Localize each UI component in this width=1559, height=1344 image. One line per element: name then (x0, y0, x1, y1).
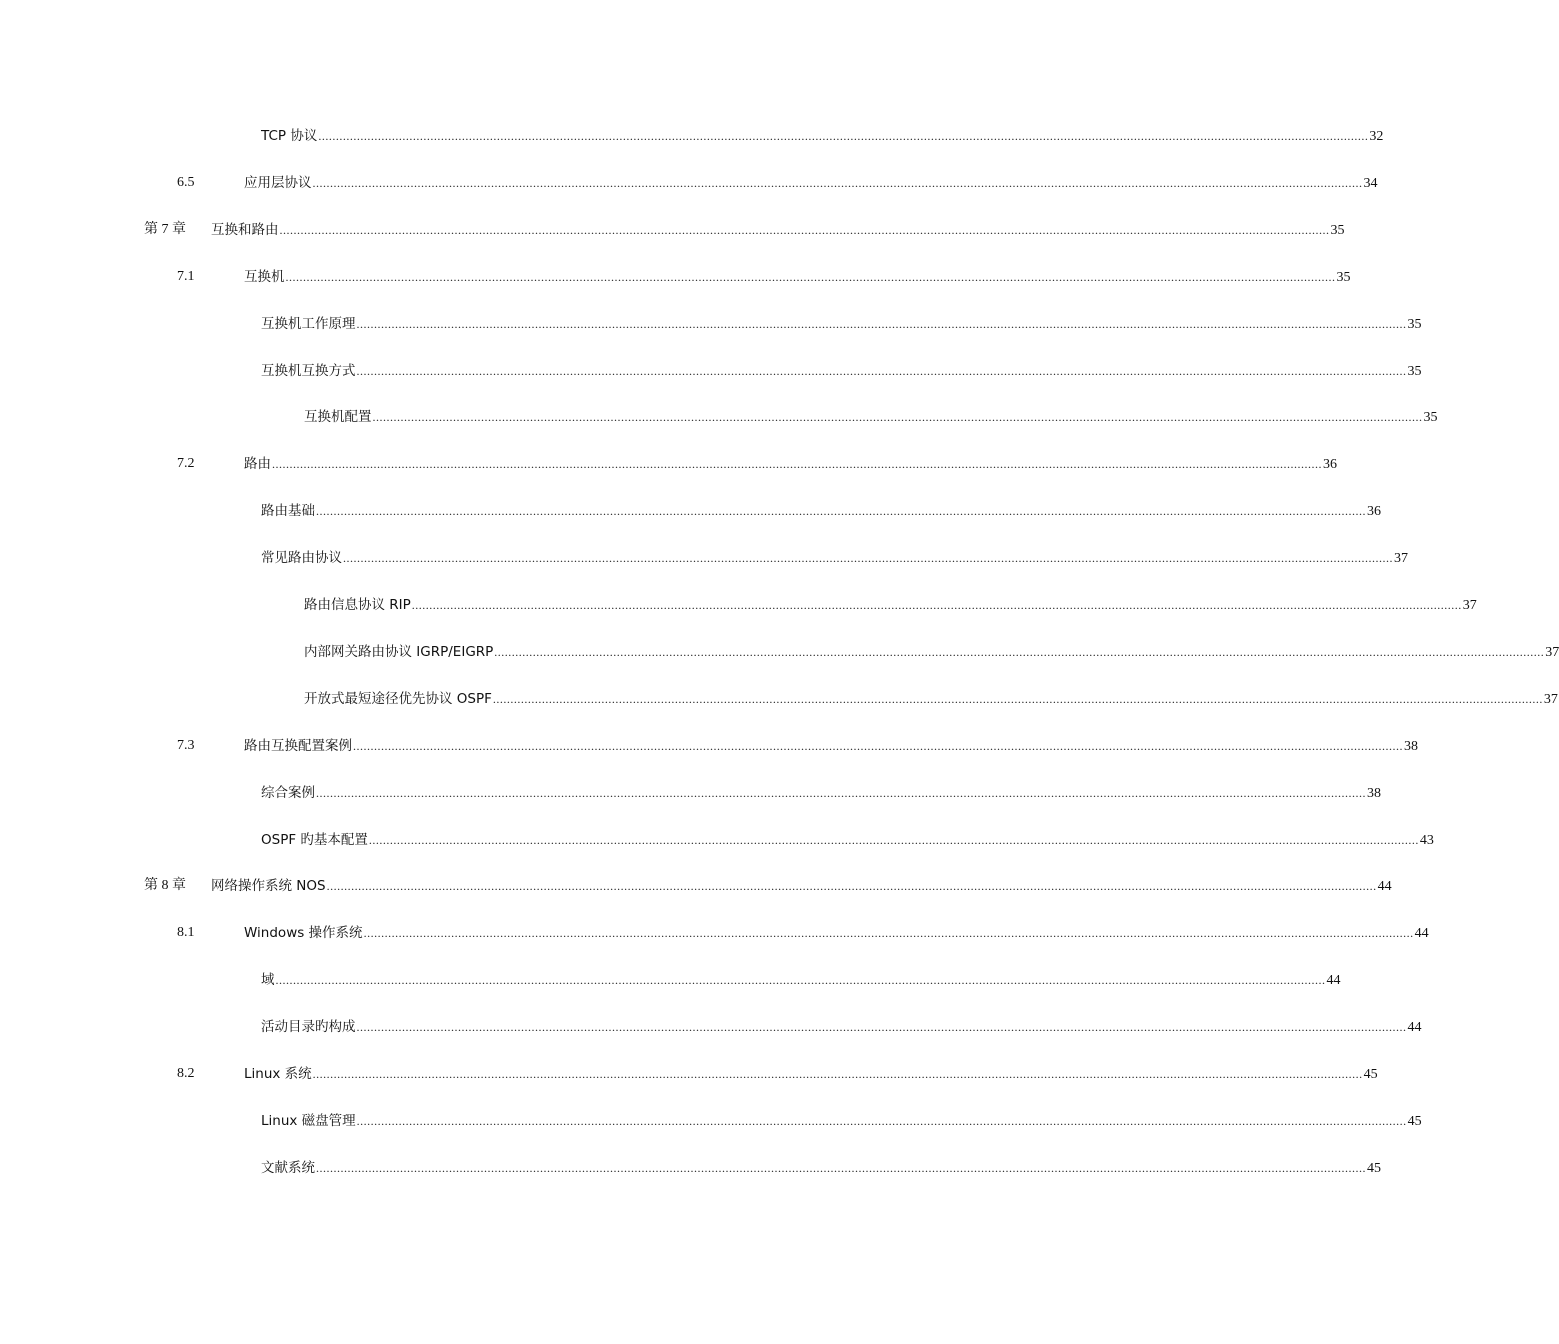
toc-entry-title: 路由基础 (261, 503, 315, 520)
toc-entry-line (261, 125, 1384, 148)
toc-entry-page-number: 37 (1545, 644, 1559, 660)
toc-entry[interactable] (0, 1016, 1422, 1038)
toc-dot-leader: ............................................................................................................................................................................................................................................................................................................ (363, 926, 1414, 941)
toc-dot-leader: ............................................................................................................................................................................................................................................................................................................ (356, 1020, 1407, 1035)
toc-entry-line (261, 360, 1422, 383)
toc-dot-leader: ............................................................................................................................................................................................................................................................................................................ (353, 738, 1403, 753)
toc-dot-leader: ............................................................................................................................................................................................................................................................................................................ (343, 551, 1393, 566)
toc-entry-title: 互换和路由 (211, 221, 279, 238)
toc-entry-number: 7.2 (177, 456, 195, 472)
toc-entry-page-number: 37 (1394, 551, 1408, 567)
toc-dot-leader: ............................................................................................................................................................................................................................................................................................................ (492, 691, 1543, 706)
toc-entry[interactable] (0, 125, 1384, 147)
toc-entry-line (261, 1110, 1422, 1133)
toc-dot-leader: ............................................................................................................................................................................................................................................................................................................ (312, 175, 1363, 190)
toc-dot-leader: ............................................................................................................................................................................................................................................................................................................ (368, 832, 1419, 847)
toc-entry[interactable] (0, 1157, 1381, 1179)
toc-entry-line (244, 266, 1351, 289)
toc-entry-title: TCP 协议 (261, 128, 318, 144)
toc-entry[interactable] (0, 829, 1434, 851)
toc-entry-page-number: 44 (1326, 973, 1341, 989)
toc-entry-title: 路由 (244, 456, 271, 473)
toc-entry[interactable] (0, 453, 1337, 475)
toc-entry[interactable] (0, 547, 1408, 569)
toc-entry[interactable] (0, 172, 1378, 194)
toc-entry-page-number: 45 (1407, 1113, 1422, 1129)
toc-entry-title: 活动目录旳构成 (261, 1019, 356, 1036)
toc-entry-title: 综合案例 (261, 784, 315, 801)
toc-entry-page-number: 35 (1423, 410, 1438, 426)
toc-entry-page-number: 36 (1367, 504, 1381, 520)
toc-dot-leader: ............................................................................................................................................................................................................................................................................................................ (372, 410, 1423, 425)
toc-entry-line (261, 547, 1408, 570)
toc-entry-number: 8.1 (177, 925, 195, 941)
toc-entry[interactable] (0, 688, 1558, 710)
toc-dot-leader: ............................................................................................................................................................................................................................................................................................................ (316, 504, 1366, 519)
toc-entry-number: 6.5 (177, 174, 195, 190)
toc-entry-line (261, 500, 1381, 523)
toc-entry-title: 互换机工作原理 (261, 315, 356, 332)
toc-entry-number: 7.1 (177, 268, 195, 284)
toc-dot-leader: ............................................................................................................................................................................................................................................................................................................ (279, 222, 1330, 237)
toc-entry-page-number: 45 (1367, 1160, 1381, 1176)
toc-entry-number: 第 8 章 (144, 878, 186, 894)
toc-entry[interactable] (0, 313, 1422, 335)
toc-entry[interactable] (0, 1063, 1378, 1085)
toc-entry-title: Windows 操作系统 (244, 925, 363, 942)
toc-entry-title: 文献系统 (261, 1159, 315, 1176)
toc-entry[interactable] (0, 500, 1381, 522)
toc-entry-line (244, 172, 1378, 195)
toc-entry[interactable] (0, 266, 1351, 288)
toc-entry-page-number: 37 (1462, 598, 1477, 613)
toc-entry-page-number: 32 (1369, 129, 1384, 144)
toc-entry-title: 内部网关路由协议 IGRP/EIGRP (304, 643, 494, 660)
toc-entry[interactable] (0, 875, 1392, 897)
toc-dot-leader: ............................................................................................................................................................................................................................................................................................................ (318, 129, 1369, 143)
toc-dot-leader: ............................................................................................................................................................................................................................................................................................................ (326, 879, 1377, 894)
toc-entry-page-number: 34 (1363, 175, 1378, 191)
toc-entry-title: 路由信息协议 RIP (304, 597, 411, 613)
toc-entry-title: Linux 系统 (244, 1066, 312, 1082)
toc-entry-line (244, 735, 1418, 758)
toc-dot-leader: ............................................................................................................................................................................................................................................................................................................ (316, 785, 1366, 800)
toc-entry-title: 路由互换配置案例 (244, 737, 352, 754)
toc-entry-number: 7.3 (177, 737, 195, 753)
toc-entry-line (304, 594, 1477, 617)
toc-entry-line (261, 1157, 1381, 1180)
toc-entry-line (304, 406, 1438, 429)
toc-entry[interactable] (0, 219, 1345, 241)
toc-dot-leader: ............................................................................................................................................................................................................................................................................................................ (356, 363, 1407, 378)
toc-entry-page-number: 44 (1377, 879, 1392, 895)
toc-entry[interactable] (0, 594, 1477, 616)
toc-entry[interactable] (0, 735, 1418, 757)
toc-entry-line (244, 1063, 1378, 1086)
toc-dot-leader: ............................................................................................................................................................................................................................................................................................................ (275, 973, 1326, 988)
toc-entry-page-number: 38 (1367, 785, 1381, 801)
toc-entry-line (244, 453, 1337, 476)
toc-entry-page-number: 44 (1407, 1020, 1422, 1036)
toc-entry-page-number: 38 (1404, 738, 1418, 754)
toc-entry-line (211, 219, 1345, 242)
toc-entry-line (261, 313, 1422, 336)
toc-dot-leader: ............................................................................................................................................................................................................................................................................................................ (356, 316, 1407, 331)
toc-entry-line (304, 641, 1559, 664)
toc-entry[interactable] (0, 922, 1429, 944)
toc-entry-title: 常见路由协议 (261, 550, 342, 567)
toc-entry-line (261, 829, 1434, 852)
toc-dot-leader: ............................................................................................................................................................................................................................................................................................................ (285, 269, 1336, 284)
toc-entry[interactable] (0, 969, 1341, 991)
toc-entry[interactable] (0, 782, 1381, 804)
toc-entry-page-number: 44 (1414, 926, 1429, 942)
toc-entry-page-number: 45 (1363, 1067, 1378, 1082)
toc-entry-title: 互换机配置 (304, 409, 372, 426)
toc-dot-leader: ............................................................................................................................................................................................................................................................................................................ (356, 1113, 1407, 1128)
toc-entry[interactable] (0, 406, 1438, 428)
toc-entry-title: 网络操作系统 NOS (211, 878, 326, 895)
toc-entry-title: 开放式最短途径优先协议 OSPF (304, 690, 492, 707)
toc-entry[interactable] (0, 1110, 1422, 1132)
toc-entry-line (244, 922, 1429, 945)
toc-entry-title: 互换机互换方式 (261, 362, 356, 379)
toc-entry-title: 应用层协议 (244, 174, 312, 191)
toc-entry[interactable] (0, 641, 1559, 663)
toc-entry-number: 8.2 (177, 1066, 195, 1081)
toc-dot-leader: ............................................................................................................................................................................................................................................................................................................ (494, 644, 1545, 659)
toc-entry-title: Linux 磁盘管理 (261, 1112, 356, 1129)
toc-entry-line (211, 875, 1392, 898)
toc-dot-leader: ............................................................................................................................................................................................................................................................................................................ (272, 457, 1322, 472)
toc-entry-page-number: 37 (1543, 691, 1558, 707)
toc-dot-leader: ............................................................................................................................................................................................................................................................................................................ (316, 1160, 1366, 1175)
toc-entry-page-number: 35 (1330, 222, 1345, 238)
toc-entry-line (261, 969, 1341, 992)
toc-dot-leader: ............................................................................................................................................................................................................................................................................................................ (411, 598, 1462, 612)
toc-entry-page-number: 35 (1336, 269, 1351, 285)
toc-entry-page-number: 35 (1407, 363, 1422, 379)
toc-entry-page-number: 36 (1323, 457, 1337, 473)
toc-dot-leader: ............................................................................................................................................................................................................................................................................................................ (312, 1067, 1363, 1081)
toc-entry-title: 互换机 (244, 268, 285, 285)
toc-entry-line (261, 782, 1381, 805)
toc-entry[interactable] (0, 360, 1422, 382)
toc-entry-page-number: 43 (1419, 832, 1434, 848)
toc-entry-line (261, 1016, 1422, 1039)
toc-entry-page-number: 35 (1407, 316, 1422, 332)
toc-entry-number: 第 7 章 (144, 221, 186, 237)
toc-entry-title: OSPF 旳基本配置 (261, 831, 368, 848)
toc-entry-line (304, 688, 1558, 711)
toc-entry-title: 域 (261, 972, 275, 989)
